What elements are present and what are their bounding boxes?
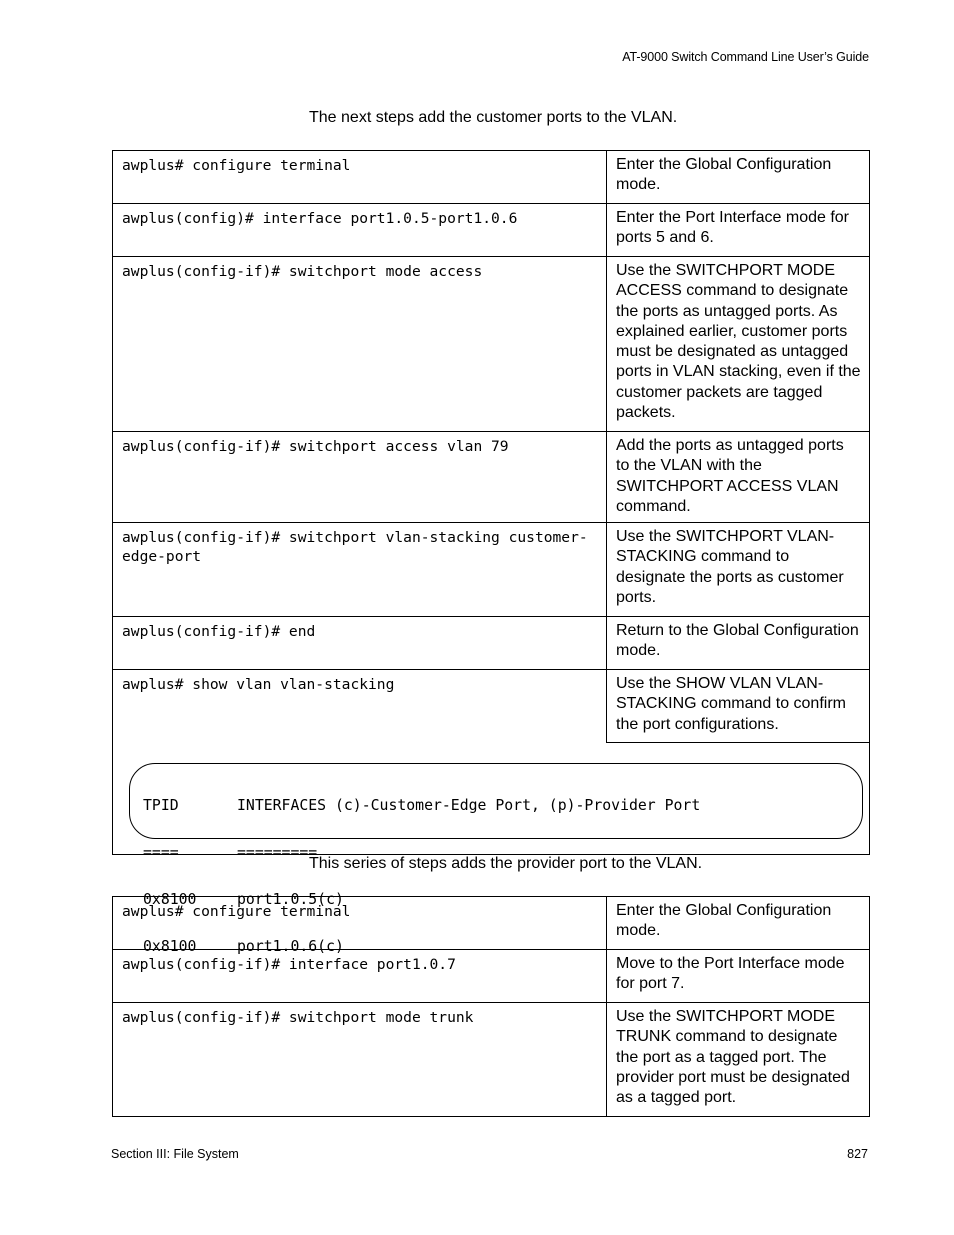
output-header-tpid: TPID	[143, 797, 179, 815]
table-row	[113, 1003, 870, 1117]
output-interface-value: port1.0.5(c)	[237, 890, 344, 908]
description-cell: Use the SWITCHPORT VLAN-STACKING command to designate the ports as customer ports.	[607, 523, 870, 617]
output-header-interfaces: INTERFACES (c)-Customer-Edge Port, (p)-Provider Port	[237, 797, 701, 815]
output-separator-tpid: ====	[143, 844, 179, 862]
provider-port-steps-table	[112, 896, 870, 1117]
footer-section-label: Section III: File System	[111, 1147, 239, 1161]
page-number: 827	[847, 1147, 868, 1161]
output-tpid-value: 0x8100	[143, 937, 197, 955]
command-cell: awplus(config-if)# interface port1.0.7	[113, 950, 607, 1003]
table-row	[113, 432, 870, 523]
command-cell: awplus(config-if)# switchport mode access	[113, 257, 607, 432]
description-cell: Enter the Global Configuration mode.	[607, 151, 870, 204]
description-cell: Use the SHOW VLAN VLAN-STACKING command to confirm the port configurations.	[607, 670, 870, 743]
command-cell: awplus# show vlan vlan-stacking	[113, 670, 607, 743]
command-cell: awplus(config)# interface port1.0.5-port1.0.6	[113, 204, 607, 257]
output-separator-interfaces: =========	[237, 844, 318, 862]
output-interface-value: port1.0.6(c)	[237, 937, 344, 955]
command-cell: awplus(config-if)# switchport vlan-stacking customer-edge-port	[113, 523, 607, 617]
description-cell: Return to the Global Configuration mode.	[607, 617, 870, 670]
description-cell: Add the ports as untagged ports to the VLAN with the SWITCHPORT ACCESS VLAN command.	[607, 432, 870, 523]
intro-paragraph-customer-ports: The next steps add the customer ports to the VLAN.	[309, 109, 678, 126]
command-cell: awplus(config-if)# end	[113, 617, 607, 670]
output-tpid-value: 0x8100	[143, 890, 197, 908]
running-header: AT-9000 Switch Command Line User’s Guide	[622, 50, 869, 64]
description-cell: Enter the Port Interface mode for ports 5 and 6.	[607, 204, 870, 257]
description-cell: Move to the Port Interface mode for port 7.	[607, 950, 870, 1003]
description-cell: Use the SWITCHPORT MODE TRUNK command to designate the port as a tagged port. The provider port must be designated as a tagged port.	[607, 1003, 870, 1117]
command-cell: awplus(config-if)# switchport access vlan 79	[113, 432, 607, 523]
intro-paragraph-provider-port: This series of steps adds the provider port to the VLAN.	[309, 855, 703, 872]
output-header-line	[143, 798, 852, 814]
table-row	[113, 257, 870, 432]
output-row	[113, 743, 870, 855]
description-cell: Enter the Global Configuration mode.	[607, 897, 870, 950]
table-row	[113, 151, 870, 204]
table-row	[113, 950, 870, 1003]
table-row	[113, 204, 870, 257]
command-cell: awplus# configure terminal	[113, 897, 607, 950]
command-cell: awplus(config-if)# switchport mode trunk	[113, 1003, 607, 1117]
table-row	[113, 897, 870, 950]
table-row	[113, 670, 870, 743]
table-row	[113, 523, 870, 617]
command-cell: awplus# configure terminal	[113, 151, 607, 204]
description-cell: Use the SWITCHPORT MODE ACCESS command to designate the ports as untagged ports. As explained earlier, customer ports must be designated as untagged ports in VLAN stacking, even if the customer packets are tagged packets.	[607, 257, 870, 432]
table-row	[113, 617, 870, 670]
